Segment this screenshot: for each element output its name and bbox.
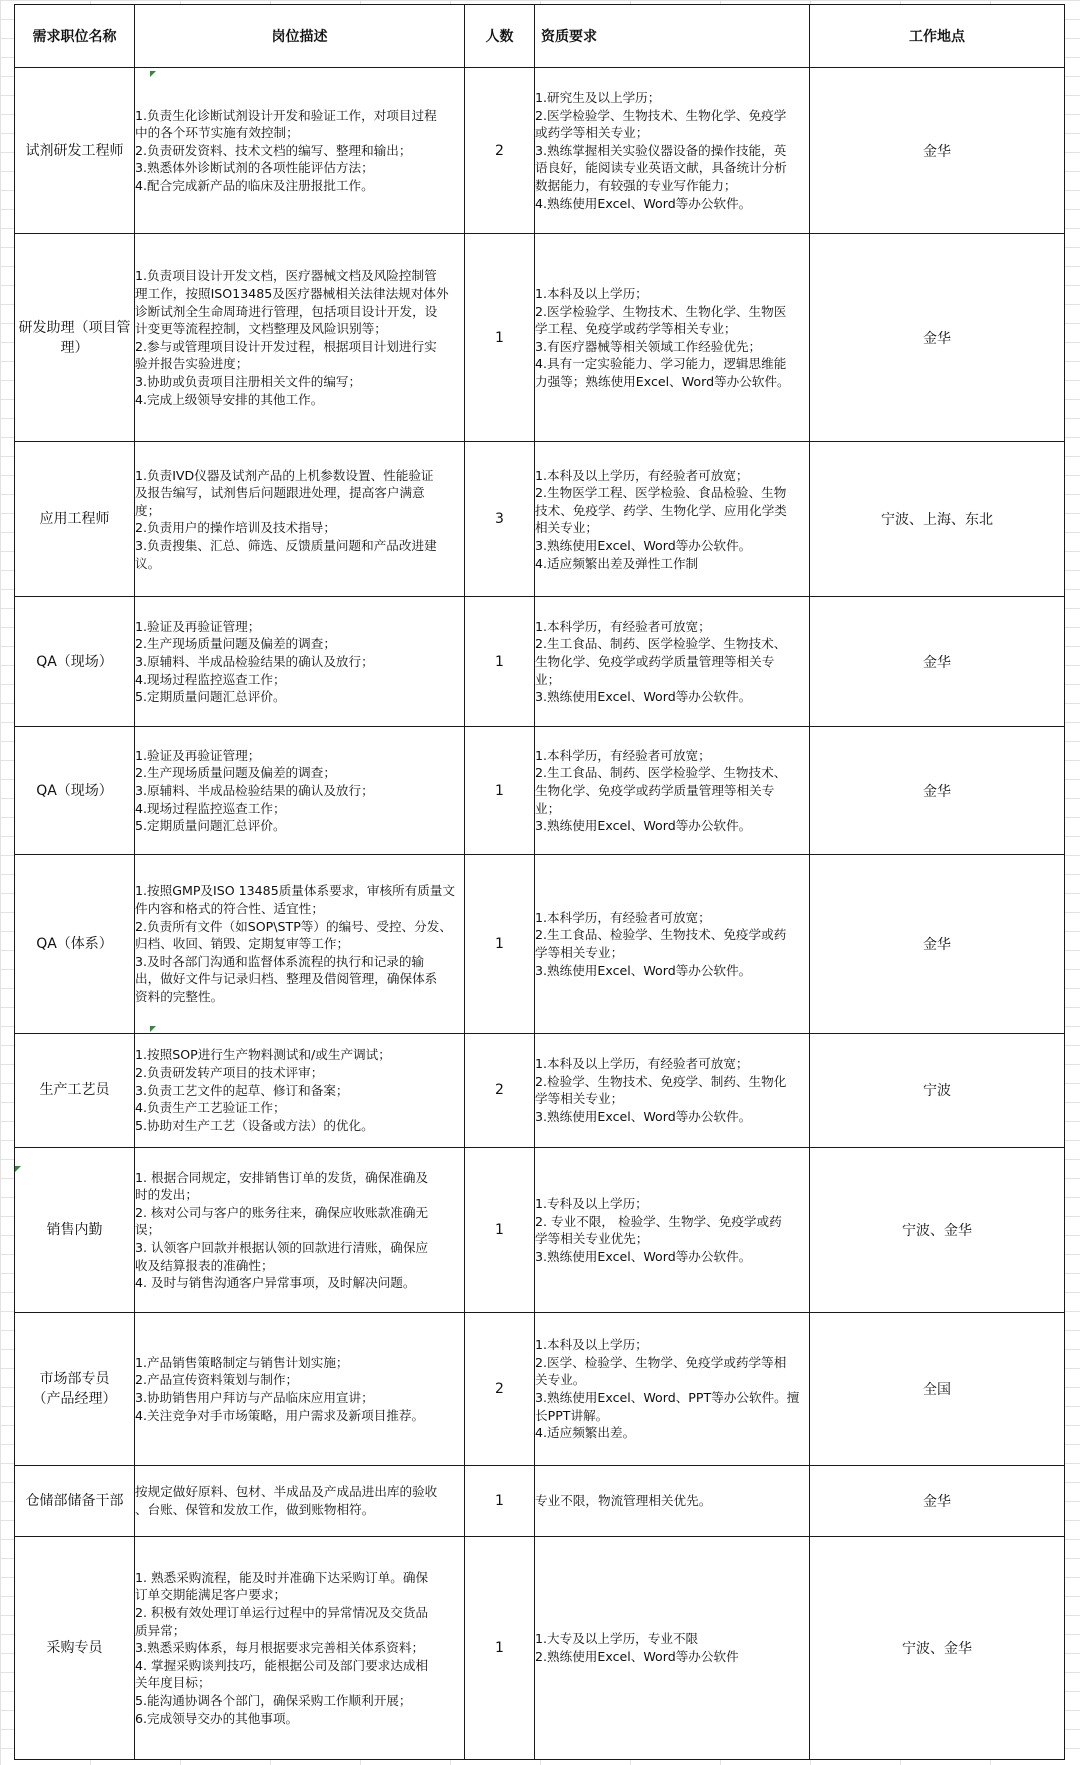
qualifications-cell-line: 2.医学、检验学、生物学、免疫学或药学等相 xyxy=(535,1354,787,1370)
table-row xyxy=(15,1033,1065,1147)
qualifications-cell[interactable] xyxy=(535,1465,810,1536)
job-description-cell-line: 、台账、保管和发放工作，做到账物相符。 xyxy=(135,1501,375,1517)
qualifications-cell[interactable] xyxy=(535,1148,810,1313)
qualifications-cell-line: 1.专科及以上学历； xyxy=(535,1195,648,1211)
job-description-cell-line: 1.验证及再验证管理； xyxy=(135,747,261,763)
qualifications-cell-line: 3.熟练使用Excel、Word等办公软件。 xyxy=(535,1248,752,1264)
qualifications-cell-line: 3.熟练使用Excel、Word等办公软件。 xyxy=(535,537,752,553)
job-description-cell-line: 4.完成上级领导安排的其他工作。 xyxy=(135,391,324,407)
qualifications-cell[interactable] xyxy=(535,1537,810,1760)
job-description-cell-line: 4.负责生产工艺验证工作； xyxy=(135,1100,286,1116)
header-title[interactable]: 需求职位名称 xyxy=(15,5,135,68)
position-title-cell-line: QA（现场） xyxy=(36,653,113,670)
qualifications-cell-line: 相关专业； xyxy=(535,520,598,536)
headcount-cell[interactable]: 1 xyxy=(465,727,535,855)
job-description-cell-line: 3.原辅料、半成品检验结果的确认及放行； xyxy=(135,782,374,798)
work-location-cell[interactable]: 金华 xyxy=(810,234,1065,442)
job-description-cell-line: 2.参与或管理项目设计开发过程，根据项目计划进行实 xyxy=(135,338,437,354)
qualifications-cell-line: 4.具有一定实验能力、学习能力，逻辑思维能 xyxy=(535,356,787,372)
work-location-cell[interactable]: 金华 xyxy=(810,1465,1065,1536)
work-location-cell[interactable]: 金华 xyxy=(810,855,1065,1034)
job-description-cell-line: 3.协助销售用户拜访与产品临床应用宣讲； xyxy=(135,1390,374,1405)
qualifications-cell[interactable] xyxy=(535,855,810,1034)
position-title-cell[interactable] xyxy=(15,1148,135,1313)
job-description-cell-line: 2.产品宣传资料策划与制作； xyxy=(135,1372,299,1388)
table-row xyxy=(15,1465,1065,1536)
job-description-cell-line: 中的各个环节实施有效控制； xyxy=(135,125,299,141)
position-title-cell[interactable] xyxy=(15,1033,135,1147)
header-requirements[interactable]: 资质要求 xyxy=(535,5,810,68)
work-location-cell[interactable]: 金华 xyxy=(810,68,1065,234)
qualifications-cell-line: 2.生工食品、制药、医学检验学、生物技术、 xyxy=(535,636,787,652)
table-row xyxy=(15,234,1065,442)
job-description-cell-line: 质异常； xyxy=(135,1622,186,1638)
position-title-cell[interactable] xyxy=(15,234,135,442)
work-location-cell[interactable]: 宁波、金华 xyxy=(810,1148,1065,1313)
qualifications-cell[interactable] xyxy=(535,597,810,727)
qualifications-cell-line: 业； xyxy=(535,800,561,816)
qualifications-cell[interactable] xyxy=(535,234,810,442)
work-location-cell[interactable]: 金华 xyxy=(810,597,1065,727)
job-description-cell-line: 5.协助对生产工艺（设备或方法）的优化。 xyxy=(135,1117,374,1133)
qualifications-cell-line: 3.熟练使用Excel、Word等办公软件。 xyxy=(535,1109,752,1125)
job-description-cell-line: 归档、收回、销毁、定期复审等工作； xyxy=(135,936,350,952)
qualifications-cell[interactable] xyxy=(535,68,810,234)
job-description-cell-line: 1.验证及再验证管理； xyxy=(135,618,261,634)
job-description-cell-line: 理工作，按照ISO13485及医疗器械相关法律法规对体外 xyxy=(135,286,449,302)
job-description-cell-line: 度； xyxy=(135,502,161,518)
qualifications-cell-line: 2.检验学、生物技术、免疫学、制药、生物化 xyxy=(535,1073,787,1089)
qualifications-cell-line: 4.熟练使用Excel、Word等办公软件。 xyxy=(535,195,752,211)
position-title-cell-line: 生产工艺员 xyxy=(39,1082,110,1099)
qualifications-cell-line: 业； xyxy=(535,671,561,687)
header-description[interactable]: 岗位描述 xyxy=(135,5,465,68)
job-description-cell-line: 4.现场过程监控巡查工作； xyxy=(135,800,286,816)
job-description-cell-line: 议。 xyxy=(135,555,161,571)
job-description-cell-line: 1.负责IVD仪器及试剂产品的上机参数设置、性能验证 xyxy=(135,467,434,483)
job-description-cell[interactable] xyxy=(135,1033,465,1147)
job-description-cell-line: 2.生产现场质量问题及偏差的调查； xyxy=(135,765,336,781)
job-description-cell[interactable] xyxy=(135,597,465,727)
position-title-cell[interactable] xyxy=(15,1465,135,1536)
position-title-cell-line: QA（现场） xyxy=(36,782,113,799)
job-description-cell-line: 2.负责研发资料、技术文档的编写、整理和输出； xyxy=(135,142,412,158)
qualifications-cell-line: 学等相关专业； xyxy=(535,1091,624,1107)
job-description-cell-line: 5.定期质量问题汇总评价。 xyxy=(135,818,286,834)
qualifications-cell-line: 3.熟练使用Excel、Word等办公软件。 xyxy=(535,962,752,978)
qualifications-cell-line: 4.适应频繁出差及弹性工作制 xyxy=(535,555,699,571)
qualifications-cell-line: 3.有医疗器械等相关领域工作经验优先； xyxy=(535,338,762,354)
headcount-cell[interactable]: 2 xyxy=(465,1033,535,1147)
job-description-cell[interactable] xyxy=(135,855,465,1034)
work-location-cell[interactable]: 宁波 xyxy=(810,1033,1065,1147)
job-description-cell[interactable] xyxy=(135,1465,465,1536)
job-description-cell[interactable] xyxy=(135,727,465,855)
job-description-cell-line: 3. 认领客户回款并根据认领的回款进行清账，确保应 xyxy=(135,1239,429,1255)
qualifications-cell-line: 关专业。 xyxy=(535,1372,586,1388)
job-description-cell-line: 资料的完整性。 xyxy=(135,988,224,1004)
job-description-cell-line: 件内容和格式的符合性、适宜性； xyxy=(135,901,324,916)
qualifications-cell-line: 1.本科及以上学历，有经验者可放宽； xyxy=(535,1056,749,1072)
qualifications-cell-line: 长PPT讲解。 xyxy=(535,1407,609,1423)
qualifications-cell-line: 或药学等相关专业； xyxy=(535,125,649,141)
job-description-cell-line: 验并报告实验进度； xyxy=(135,356,249,372)
position-title-cell-line: 销售内勤 xyxy=(46,1222,103,1239)
table-row xyxy=(15,727,1065,855)
cell-comment-marker xyxy=(15,1166,21,1172)
job-description-cell-line: 4. 掌握采购谈判技巧，能根据公司及部门要求达成相 xyxy=(135,1657,429,1673)
headcount-cell[interactable]: 1 xyxy=(465,597,535,727)
qualifications-cell[interactable] xyxy=(535,1313,810,1466)
headcount-cell[interactable]: 1 xyxy=(465,855,535,1034)
position-title-cell[interactable] xyxy=(15,68,135,234)
headcount-cell[interactable]: 1 xyxy=(465,1465,535,1536)
table-row xyxy=(15,1537,1065,1760)
qualifications-cell-line: 1.大专及以上学历，专业不限 xyxy=(535,1631,699,1647)
table-row xyxy=(15,442,1065,597)
headcount-cell[interactable]: 2 xyxy=(465,1313,535,1466)
qualifications-cell-line: 3.熟练掌握相关实验仪器设备的操作技能，英 xyxy=(535,142,787,158)
position-title-cell[interactable] xyxy=(15,855,135,1034)
job-description-cell[interactable] xyxy=(135,442,465,597)
qualifications-cell-line: 3.熟练使用Excel、Word等办公软件。 xyxy=(535,818,752,834)
position-title-cell[interactable] xyxy=(15,727,135,855)
work-location-cell[interactable]: 宁波、上海、东北 xyxy=(810,442,1065,597)
position-title-cell-line: （产品经理） xyxy=(32,1391,117,1407)
position-title-cell-line: 应用工程师 xyxy=(39,511,110,528)
job-description-cell-line: 1. 熟悉采购流程，能及时并准确下达采购订单。确保 xyxy=(135,1569,429,1585)
qualifications-cell-line: 1.本科学历，有经验者可放宽； xyxy=(535,909,711,925)
job-description-cell[interactable] xyxy=(135,1148,465,1313)
job-description-cell-line: 关年度目标； xyxy=(135,1675,211,1691)
qualifications-cell-line: 3.熟练使用Excel、Word等办公软件。 xyxy=(535,689,752,705)
qualifications-cell-line: 生物化学、免疫学或药学质量管理等相关专 xyxy=(535,654,775,670)
qualifications-cell-line: 1.本科及以上学历； xyxy=(535,286,648,302)
job-description-cell[interactable] xyxy=(135,1313,465,1466)
qualifications-cell-line: 学工程、免疫学或药学等相关专业； xyxy=(535,321,737,337)
header-count[interactable]: 人数 xyxy=(465,5,535,68)
headcount-cell[interactable]: 1 xyxy=(465,234,535,442)
qualifications-cell[interactable] xyxy=(535,1033,810,1147)
job-description-cell-line: 3.负责搜集、汇总、筛选、反馈质量问题和产品改进建 xyxy=(135,537,437,553)
cell-comment-marker xyxy=(150,1026,156,1032)
job-description-cell-line: 2.负责所有文件（如SOP\STP等）的编号、受控、分发、 xyxy=(135,918,452,934)
job-description-cell-line: 3.及时各部门沟通和监督体系流程的执行和记录的输 xyxy=(135,953,425,969)
job-description-cell-line: 2.负责研发转产项目的技术评审； xyxy=(135,1065,324,1081)
job-requirements-table xyxy=(14,4,1065,1760)
qualifications-cell-line: 2.生物医学工程、医学检验、食品检验、生物 xyxy=(535,485,787,501)
job-description-cell-line: 3.负责工艺文件的起草、修订和备案； xyxy=(135,1082,349,1098)
qualifications-cell-line: 1.研究生及以上学历； xyxy=(535,90,661,106)
job-description-cell[interactable] xyxy=(135,234,465,442)
position-title-cell-line: QA（体系） xyxy=(36,935,113,952)
qualifications-cell-line: 语良好，能阅读专业英语文献，具备统计分析 xyxy=(535,160,787,176)
job-description-cell-line: 4.配合完成新产品的临床及注册报批工作。 xyxy=(135,178,374,194)
job-description-cell-line: 按规定做好原料、包材、半成品及产成品进出库的验收 xyxy=(135,1484,438,1500)
job-description-cell-line: 1.负责生化诊断试剂设计开发和验证工作，对项目过程 xyxy=(135,107,437,123)
job-description-cell-line: 时的发出； xyxy=(135,1187,198,1203)
qualifications-cell-line: 2.熟练使用Excel、Word等办公软件 xyxy=(535,1649,739,1665)
qualifications-cell-line: 2.医学检验学、生物技术、生物化学、免疫学 xyxy=(535,107,787,123)
qualifications-cell-line: 2.生工食品、制药、医学检验学、生物技术、 xyxy=(535,765,787,781)
job-description-cell[interactable] xyxy=(135,1537,465,1760)
position-title-cell-line: 仓储部储备干部 xyxy=(25,1492,124,1509)
job-description-cell-line: 1.产品销售策略制定与销售计划实施； xyxy=(135,1354,349,1370)
table-row xyxy=(15,597,1065,727)
job-description-cell-line: 出，做好文件与记录归档、整理及借阅管理，确保体系 xyxy=(135,971,438,987)
job-description-cell-line: 1.按照GMP及ISO 13485质量体系要求，审核所有质量文 xyxy=(135,883,456,899)
position-title-cell[interactable] xyxy=(15,442,135,597)
job-description-cell-line: 2. 积极有效处理订单运行过程中的异常情况及交货品 xyxy=(135,1605,429,1621)
job-description-cell-line: 收及结算报表的准确性； xyxy=(135,1257,274,1273)
qualifications-cell-line: 1.本科学历，有经验者可放宽； xyxy=(535,618,711,634)
job-description-cell-line: 1.按照SOP进行生产物料测试和/或生产调试； xyxy=(135,1047,391,1063)
table-row xyxy=(15,68,1065,234)
table-row xyxy=(15,855,1065,1034)
qualifications-cell-line: 生物化学、免疫学或药学质量管理等相关专 xyxy=(535,782,775,798)
header-location[interactable]: 工作地点 xyxy=(810,5,1065,68)
job-description-cell-line: 1.负责项目设计开发文档，医疗器械文档及风险控制管 xyxy=(135,268,437,284)
position-title-cell-line: 研发助理（项目管 xyxy=(18,319,131,336)
headcount-cell[interactable]: 1 xyxy=(465,1148,535,1313)
qualifications-cell-line: 1.本科学历，有经验者可放宽； xyxy=(535,747,711,763)
position-title-cell[interactable] xyxy=(15,597,135,727)
table-row xyxy=(15,1148,1065,1313)
work-location-cell[interactable]: 金华 xyxy=(810,727,1065,855)
qualifications-cell[interactable] xyxy=(535,727,810,855)
qualifications-cell-line: 3.熟练使用Excel、Word、PPT等办公软件。擅 xyxy=(535,1390,800,1405)
job-description-cell-line: 1. 根据合同规定，安排销售订单的发货，确保准确及 xyxy=(135,1169,429,1185)
qualifications-cell-line: 学等相关专业优先； xyxy=(535,1231,649,1247)
qualifications-cell-line: 2.医学检验学、生物技术、生物化学、生物医 xyxy=(535,303,787,319)
headcount-cell[interactable]: 1 xyxy=(465,1537,535,1760)
qualifications-cell-line: 力强等；熟练使用Excel、Word等办公软件。 xyxy=(535,373,790,389)
job-description-cell-line: 订单交期能满足客户要求； xyxy=(135,1587,287,1603)
work-location-cell[interactable]: 全国 xyxy=(810,1313,1065,1466)
job-description-cell-line: 3.熟悉体外诊断试剂的各项性能评估方法； xyxy=(135,160,374,176)
job-description-cell-line: 4.关注竞争对手市场策略，用户需求及新项目推荐。 xyxy=(135,1407,425,1423)
qualifications-cell-line: 数据能力，有较强的专业写作能力； xyxy=(535,178,737,194)
job-description-cell-line: 3.原辅料、半成品检验结果的确认及放行； xyxy=(135,654,374,670)
job-description-cell-line: 诊断试剂全生命周琦进行管理，包括项目设计开发，设 xyxy=(135,303,438,319)
job-description-cell-line: 2.生产现场质量问题及偏差的调查； xyxy=(135,636,336,652)
job-description-cell-line: 5.定期质量问题汇总评价。 xyxy=(135,689,286,705)
table-row xyxy=(15,1313,1065,1466)
job-description-cell-line: 2. 核对公司与客户的账务往来，确保应收账款准确无 xyxy=(135,1204,429,1220)
job-description-cell-line: 误； xyxy=(135,1222,161,1238)
position-title-cell-line: 理） xyxy=(60,339,89,356)
job-description-cell-line: 2.负责用户的操作培训及技术指导； xyxy=(135,520,336,536)
cell-comment-marker xyxy=(150,71,156,77)
work-location-cell[interactable]: 宁波、金华 xyxy=(810,1537,1065,1760)
qualifications-cell-line: 学等相关专业； xyxy=(535,944,624,960)
job-description-cell-line: 4. 及时与销售沟通客户异常事项，及时解决问题。 xyxy=(135,1275,416,1291)
job-description-cell-line: 3.熟悉采购体系，每月根据要求完善相关体系资料； xyxy=(135,1640,425,1656)
qualifications-cell-line: 4.适应频繁出差。 xyxy=(535,1425,636,1441)
qualifications-cell-line: 2.生工食品、检验学、生物技术、免疫学或药 xyxy=(535,927,787,943)
job-description-cell-line: 3.协助或负责项目注册相关文件的编写； xyxy=(135,373,362,389)
job-description-cell-line: 计变更等流程控制，文档整理及风险识别等； xyxy=(135,321,387,337)
job-description-cell-line: 4.现场过程监控巡查工作； xyxy=(135,671,286,687)
position-title-cell-line: 试剂研发工程师 xyxy=(25,142,124,159)
position-title-cell-line: 市场部专员 xyxy=(39,1371,110,1387)
position-title-cell[interactable] xyxy=(15,1537,135,1760)
job-description-cell-line: 6.完成领导交办的其他事项。 xyxy=(135,1710,299,1726)
job-description-cell[interactable] xyxy=(135,68,465,234)
qualifications-cell[interactable] xyxy=(535,442,810,597)
headcount-cell[interactable]: 3 xyxy=(465,442,535,597)
qualifications-cell-line: 1.本科及以上学历； xyxy=(535,1337,648,1353)
qualifications-cell-line: 1.本科及以上学历，有经验者可放宽； xyxy=(535,467,749,483)
qualifications-cell-line: 专业不限，物流管理相关优先。 xyxy=(535,1493,712,1509)
position-title-cell-line: 采购专员 xyxy=(46,1640,103,1657)
job-description-cell-line: 5.能沟通协调各个部门，确保采购工作顺利开展； xyxy=(135,1693,412,1709)
job-description-cell-line: 及报告编写，试剂售后问题跟进处理，提高客户满意 xyxy=(135,485,425,501)
qualifications-cell-line: 技术、免疫学、药学、生物化学、应用化学类 xyxy=(535,502,787,518)
qualifications-cell-line: 2. 专业不限， 检验学、生物学、免疫学或药 xyxy=(535,1213,782,1229)
position-title-cell[interactable] xyxy=(15,1313,135,1466)
header-row xyxy=(15,5,1065,68)
headcount-cell[interactable]: 2 xyxy=(465,68,535,234)
